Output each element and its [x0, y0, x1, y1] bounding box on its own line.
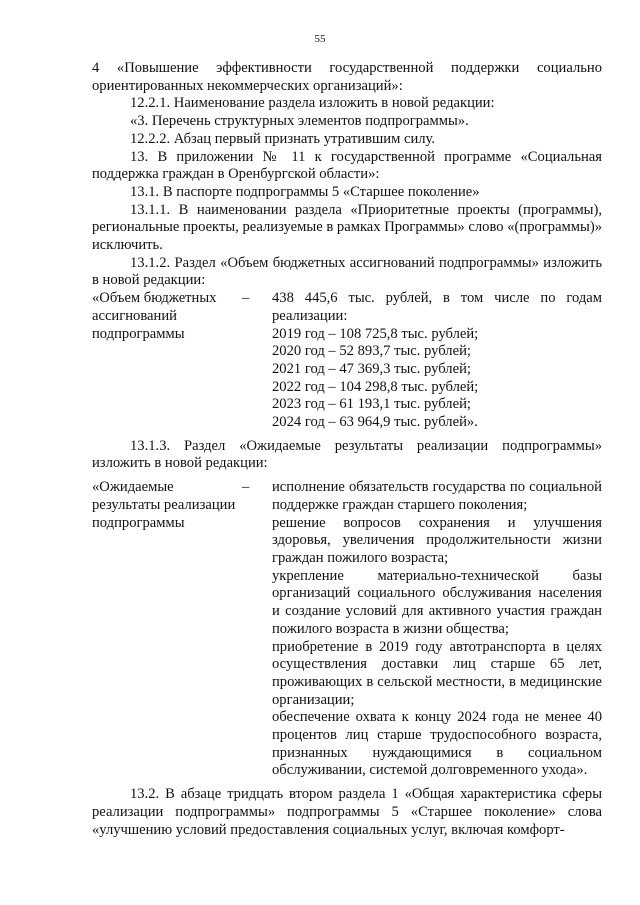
results-item: исполнение обязательств государства по социальной поддержке граждан старшего поколения;	[272, 479, 602, 513]
budget-table-label: «Объем бюджетных ассигнований подпрограммы	[92, 290, 217, 342]
paragraph-new-section-name: «3. Перечень структурных элементов подпрограммы».	[130, 113, 469, 130]
paragraph-13-1: 13.1. В паспорте подпрограммы 5 «Старшее поколение»	[130, 183, 480, 200]
results-table-label: «Ожидаемые результаты реализации подпрограммы	[92, 479, 236, 531]
paragraph-section-4-title: 4 «Повышение эффективности государственной поддержки социально ориентированных некоммерческих организаций»:	[92, 60, 602, 94]
paragraph-13-1-2: 13.1.2. Раздел «Объем бюджетных ассигнований подпрограммы» изложить в новой редакции:	[92, 254, 602, 289]
budget-year-line: 2021 год – 47 369,3 тыс. рублей;	[272, 360, 471, 377]
budget-year-line: 2023 год – 61 193,1 тыс. рублей;	[272, 396, 471, 413]
document-body	[92, 60, 602, 839]
paragraph-13-1-1: 13.1.1. В наименовании раздела «Приоритетные проекты (программы), региональные проекты, реализуемые в рамках Программы» слово «(программы)» исключить.	[92, 201, 602, 254]
results-item: обеспечение охвата к концу 2024 года не менее 40 процентов лиц старше трудоспособного возраста, признанных нуждающимися в социальном обслуживании, системой долговременного ухода».	[272, 709, 602, 779]
paragraph-13: 13. В приложении № 11 к государственной программе «Социальная поддержка граждан в Оренбургской области»:	[92, 148, 602, 183]
results-item: укрепление материально-технической базы организаций социального обслуживания населения и создание условий для активного участия граждан пожилого возраста в жизни общества;	[272, 567, 602, 637]
budget-year-line: 2022 год – 104 298,8 тыс. рублей;	[272, 378, 479, 395]
results-item: приобретение в 2019 году автотранспорта в целях осуществления доставки лиц старше 65 лет, проживающих в сельской местности, в медицинские организации;	[272, 638, 602, 708]
budget-table	[92, 290, 602, 432]
results-table	[92, 479, 602, 780]
paragraph-13-2: 13.2. В абзаце тридцать втором раздела 1 «Общая характеристика сферы реализации подпрограммы» подпрограммы 5 «Старшее поколение» слова «улучшению условий предоставления социальных услуг, включая комфорт-	[92, 786, 602, 838]
paragraph-12-2-2: 12.2.2. Абзац первый признать утратившим силу.	[130, 130, 436, 147]
page-number: 55	[314, 33, 326, 45]
results-table-values	[272, 479, 602, 780]
results-table-dash: –	[242, 479, 250, 496]
paragraph-12-2-1: 12.2.1. Наименование раздела изложить в новой редакции:	[130, 95, 495, 112]
results-item: решение вопросов сохранения и улучшения здоровья, увеличения продолжительности жизни граждан пожилого возраста;	[272, 514, 602, 566]
budget-table-values	[272, 290, 602, 432]
budget-year-line: 2020 год – 52 893,7 тыс. рублей;	[272, 343, 471, 360]
budget-total-line: 438 445,6 тыс. рублей, в том числе по годам реализации:	[272, 290, 602, 324]
budget-year-line: 2024 год – 63 964,9 тыс. рублей».	[272, 414, 478, 431]
paragraph-13-1-3: 13.1.3. Раздел «Ожидаемые результаты реализации подпрограммы» изложить в новой редакции:	[92, 437, 602, 472]
budget-year-line: 2019 год – 108 725,8 тыс. рублей;	[272, 325, 479, 342]
budget-table-dash: –	[242, 290, 250, 307]
